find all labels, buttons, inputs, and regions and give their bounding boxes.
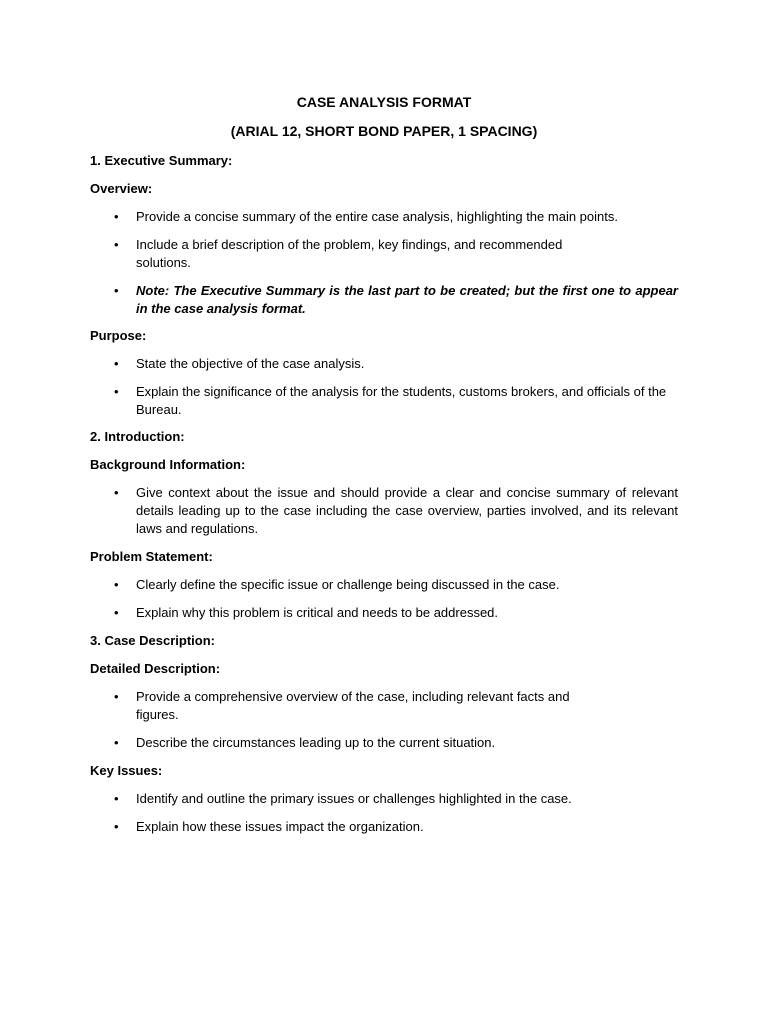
section-heading-introduction: 2. Introduction:	[90, 429, 185, 444]
list-item-text: Include a brief description of the problem, key findings, and recommended solutions.	[136, 237, 563, 270]
subheading-purpose: Purpose:	[90, 328, 147, 343]
list-item-text: Give context about the issue and should provide a clear and concise summary of relevant details leading up to the case including the case overview, parties involved, and its relevant laws and regulations.	[136, 485, 678, 536]
bullet-icon: •	[114, 791, 119, 806]
bullet-icon: •	[114, 384, 119, 399]
list-item-text: Identify and outline the primary issues or challenges highlighted in the case.	[136, 791, 572, 806]
bullet-icon: •	[114, 283, 119, 298]
list-item-text: Provide a comprehensive overview of the case, including relevant facts and figures.	[136, 689, 570, 722]
list-item-text: Explain how these issues impact the organization.	[136, 819, 424, 834]
list-item-text: Clearly define the specific issue or challenge being discussed in the case.	[136, 577, 560, 592]
list-item-text: Provide a concise summary of the entire case analysis, highlighting the main points.	[136, 209, 618, 224]
list-item-text: State the objective of the case analysis.	[136, 356, 365, 371]
bullet-icon: •	[114, 237, 119, 252]
section-heading-case-description: 3. Case Description:	[90, 633, 215, 648]
section-heading-executive-summary: 1. Executive Summary:	[90, 153, 233, 168]
list-item-text: Describe the circumstances leading up to the current situation.	[136, 735, 496, 750]
bullet-icon: •	[114, 735, 119, 750]
subheading-overview: Overview:	[90, 181, 153, 196]
list-item-text: Explain why this problem is critical and needs to be addressed.	[136, 605, 499, 620]
bullet-icon: •	[114, 356, 119, 371]
bullet-icon: •	[114, 209, 119, 224]
subheading-background-information: Background Information:	[90, 457, 246, 472]
bullet-icon: •	[114, 605, 119, 620]
list-item-text: Explain the significance of the analysis for the students, customs brokers, and officials of the Bureau.	[136, 384, 667, 417]
subheading-key-issues: Key Issues:	[90, 763, 163, 778]
bullet-icon: •	[114, 819, 119, 834]
bullet-icon: •	[114, 689, 119, 704]
document-title: CASE ANALYSIS FORMAT	[296, 94, 472, 110]
subheading-problem-statement: Problem Statement:	[90, 549, 213, 564]
bullet-icon: •	[114, 577, 119, 592]
bullet-icon: •	[114, 485, 119, 500]
subheading-detailed-description: Detailed Description:	[90, 661, 221, 676]
document-subtitle: (ARIAL 12, SHORT BOND PAPER, 1 SPACING)	[230, 123, 538, 139]
note-text: Note: The Executive Summary is the last part to be created; but the first one to appear in the case analysis format.	[136, 283, 678, 316]
